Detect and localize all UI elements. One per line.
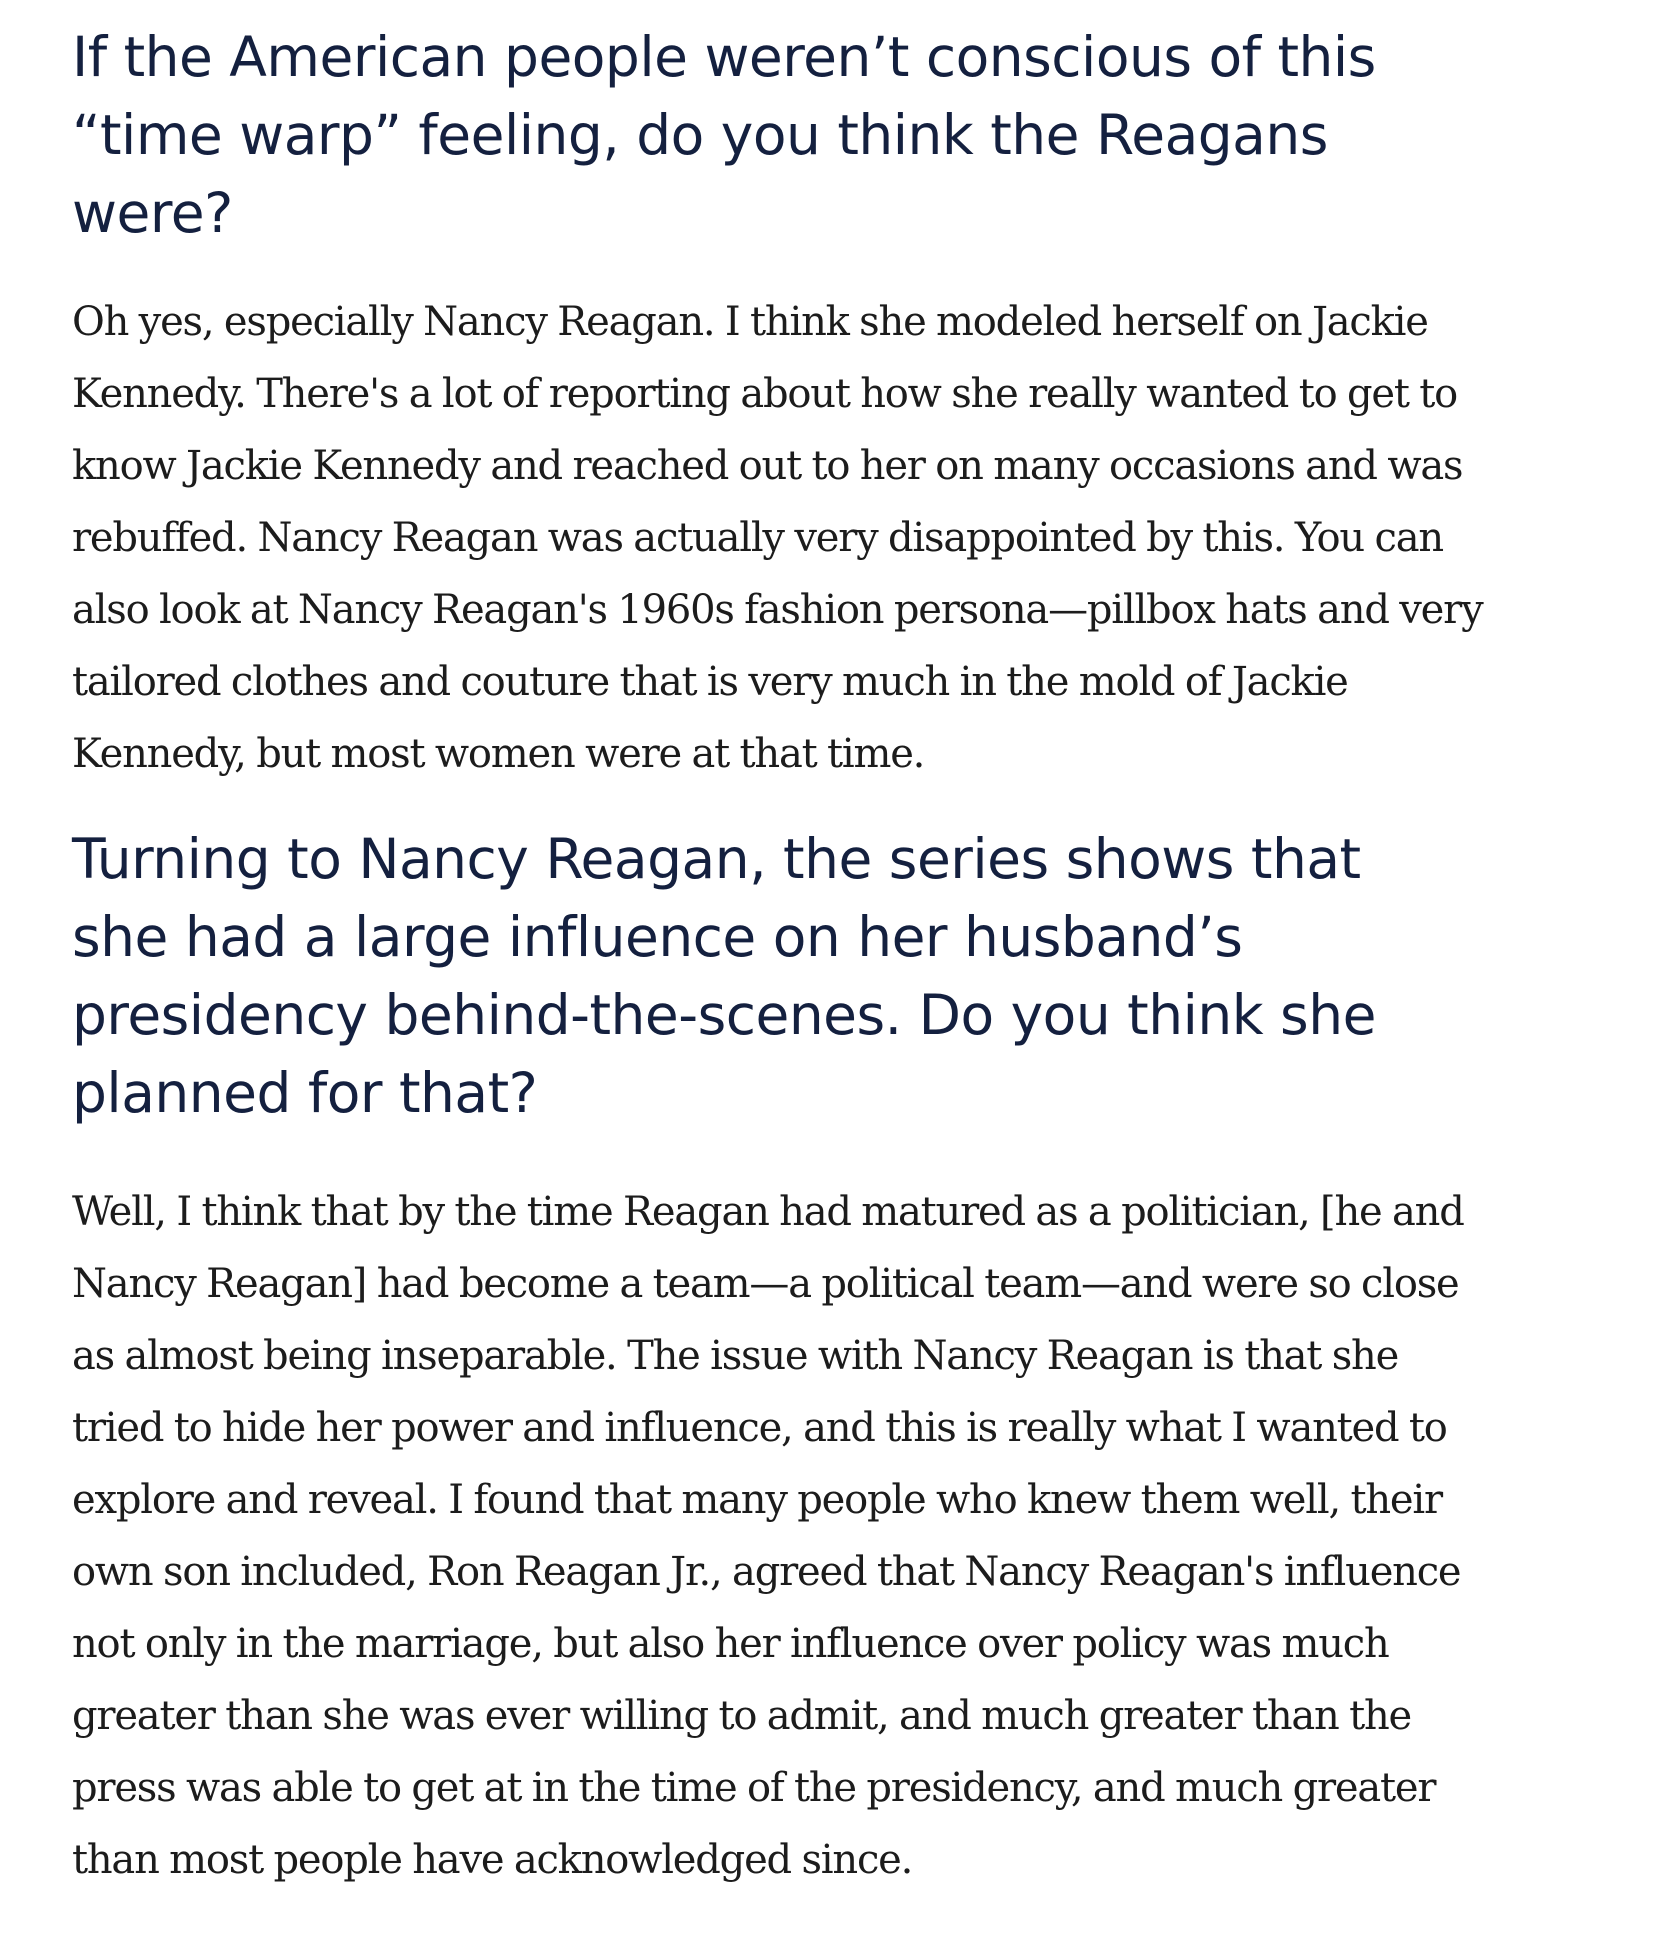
- answer-line: Well, I think that by the time Reagan had matured as a politician, [he and: [72, 1189, 1464, 1235]
- question-line: If the American people weren’t conscious of this: [72, 25, 1376, 89]
- answer-line: Oh yes, especially Nancy Reagan. I think she modeled herself on Jackie: [72, 299, 1428, 345]
- article-body: [72, 0, 1632, 1896]
- interview-question-2: [72, 820, 1632, 1132]
- question-line: presidency behind-the-scenes. Do you think she: [72, 983, 1376, 1047]
- answer-line: tried to hide her power and influence, and this is really what I wanted to: [72, 1405, 1447, 1451]
- answer-line: Kennedy, but most women were at that time.: [72, 731, 925, 777]
- answer-line: than most people have acknowledged since.: [72, 1837, 913, 1883]
- answer-line: know Jackie Kennedy and reached out to her on many occasions and was: [72, 443, 1463, 489]
- question-line: “time warp” feeling, do you think the Reagans: [72, 103, 1328, 167]
- answer-line: tailored clothes and couture that is very much in the mold of Jackie: [72, 659, 1348, 705]
- answer-line: greater than she was ever willing to admit, and much greater than the: [72, 1693, 1412, 1739]
- answer-line: own son included, Ron Reagan Jr., agreed that Nancy Reagan's influence: [72, 1549, 1461, 1595]
- question-line: Turning to Nancy Reagan, the series shows that: [72, 827, 1361, 891]
- question-line: she had a large influence on her husband’s: [72, 905, 1243, 969]
- answer-line: rebuffed. Nancy Reagan was actually very disappointed by this. You can: [72, 515, 1443, 561]
- answer-line: Nancy Reagan] had become a team—a political team—and were so close: [72, 1261, 1459, 1307]
- question-line: planned for that?: [72, 1061, 538, 1125]
- interview-answer-2: [72, 1176, 1632, 1896]
- answer-line: Kennedy. There's a lot of reporting about how she really wanted to get to: [72, 371, 1458, 417]
- interview-question-1: [72, 0, 1632, 252]
- answer-line: explore and reveal. I found that many people who knew them well, their: [72, 1477, 1442, 1523]
- question-line: were?: [72, 181, 233, 245]
- answer-line: press was able to get at in the time of the presidency, and much greater: [72, 1765, 1436, 1811]
- interview-answer-1: [72, 286, 1632, 790]
- answer-line: not only in the marriage, but also her influence over policy was much: [72, 1621, 1389, 1667]
- answer-line: as almost being inseparable. The issue with Nancy Reagan is that she: [72, 1333, 1399, 1379]
- answer-line: also look at Nancy Reagan's 1960s fashion persona—pillbox hats and very: [72, 587, 1483, 633]
